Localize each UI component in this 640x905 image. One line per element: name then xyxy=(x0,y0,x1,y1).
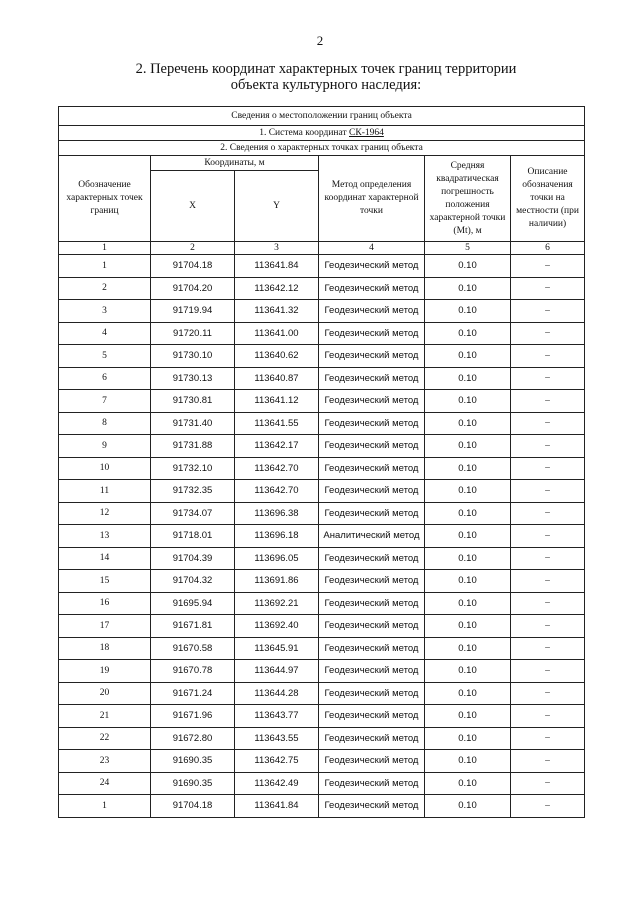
y-coordinate-cell: 113641.32 xyxy=(235,300,319,323)
method-cell: Геодезический метод xyxy=(319,412,425,435)
table-row xyxy=(59,682,585,705)
point-number-cell: 1 xyxy=(59,795,151,818)
title-line-1: 2. Перечень координат характерных точек границ территории xyxy=(135,61,517,77)
error-cell: 0.10 xyxy=(425,682,511,705)
y-coordinate-cell: 113692.21 xyxy=(235,592,319,615)
x-coordinate-cell: 91730.81 xyxy=(151,390,235,413)
point-number-cell: 22 xyxy=(59,727,151,750)
method-cell: Геодезический метод xyxy=(319,772,425,795)
header-y: Y xyxy=(235,171,319,242)
error-cell: 0.10 xyxy=(425,300,511,323)
error-cell: 0.10 xyxy=(425,547,511,570)
point-number-cell: 1 xyxy=(59,255,151,278)
description-cell: – xyxy=(511,457,585,480)
header-point: Обозначение характерных точек границ xyxy=(59,156,151,242)
error-cell: 0.10 xyxy=(425,322,511,345)
method-cell: Геодезический метод xyxy=(319,345,425,368)
point-number-cell: 13 xyxy=(59,525,151,548)
y-coordinate-cell: 113642.75 xyxy=(235,750,319,773)
description-cell: – xyxy=(511,615,585,638)
y-coordinate-cell: 113696.05 xyxy=(235,547,319,570)
point-number-cell: 15 xyxy=(59,570,151,593)
x-coordinate-cell: 91731.40 xyxy=(151,412,235,435)
y-coordinate-cell: 113645.91 xyxy=(235,637,319,660)
error-cell: 0.10 xyxy=(425,390,511,413)
x-coordinate-cell: 91718.01 xyxy=(151,525,235,548)
point-number-cell: 17 xyxy=(59,615,151,638)
title-line-2: объекта культурного наследия: xyxy=(230,77,422,93)
description-cell: – xyxy=(511,255,585,278)
x-coordinate-cell: 91704.39 xyxy=(151,547,235,570)
description-cell: – xyxy=(511,547,585,570)
header-description: Описание обозначения точки на местности (при наличии) xyxy=(511,156,585,242)
x-coordinate-cell: 91734.07 xyxy=(151,502,235,525)
description-cell: – xyxy=(511,570,585,593)
error-cell: 0.10 xyxy=(425,435,511,458)
x-coordinate-cell: 91671.81 xyxy=(151,615,235,638)
error-cell: 0.10 xyxy=(425,502,511,525)
table-row xyxy=(59,592,585,615)
point-number-cell: 24 xyxy=(59,772,151,795)
error-cell: 0.10 xyxy=(425,637,511,660)
header-error: Средняя квадратическая погрешность положения характерной точки (Mt), м xyxy=(425,156,511,242)
table-row xyxy=(59,367,585,390)
y-coordinate-cell: 113692.40 xyxy=(235,615,319,638)
table-row xyxy=(59,727,585,750)
error-cell: 0.10 xyxy=(425,480,511,503)
method-cell: Геодезический метод xyxy=(319,322,425,345)
y-coordinate-cell: 113641.55 xyxy=(235,412,319,435)
coordinates-table xyxy=(58,106,585,818)
method-cell: Геодезический метод xyxy=(319,480,425,503)
section-2-heading: 2. Сведения о характерных точках границ объекта xyxy=(59,141,585,156)
error-cell: 0.10 xyxy=(425,570,511,593)
table-row xyxy=(59,277,585,300)
x-coordinate-cell: 91730.10 xyxy=(151,345,235,368)
point-number-cell: 12 xyxy=(59,502,151,525)
table-row xyxy=(59,300,585,323)
point-number-cell: 7 xyxy=(59,390,151,413)
description-cell: – xyxy=(511,277,585,300)
method-cell: Геодезический метод xyxy=(319,547,425,570)
y-coordinate-cell: 113642.70 xyxy=(235,480,319,503)
description-cell: – xyxy=(511,345,585,368)
error-cell: 0.10 xyxy=(425,412,511,435)
x-coordinate-cell: 91690.35 xyxy=(151,750,235,773)
error-cell: 0.10 xyxy=(425,525,511,548)
method-cell: Геодезический метод xyxy=(319,502,425,525)
x-coordinate-cell: 91704.32 xyxy=(151,570,235,593)
x-coordinate-cell: 91690.35 xyxy=(151,772,235,795)
x-coordinate-cell: 91670.78 xyxy=(151,660,235,683)
point-number-cell: 5 xyxy=(59,345,151,368)
y-coordinate-cell: 113641.84 xyxy=(235,255,319,278)
x-coordinate-cell: 91730.13 xyxy=(151,367,235,390)
point-number-cell: 18 xyxy=(59,637,151,660)
point-number-cell: 21 xyxy=(59,705,151,728)
description-cell: – xyxy=(511,412,585,435)
x-coordinate-cell: 91732.35 xyxy=(151,480,235,503)
y-coordinate-cell: 113640.62 xyxy=(235,345,319,368)
header-coords: Координаты, м xyxy=(151,156,319,171)
y-coordinate-cell: 113641.12 xyxy=(235,390,319,413)
column-number: 2 xyxy=(151,242,235,255)
error-cell: 0.10 xyxy=(425,592,511,615)
method-cell: Геодезический метод xyxy=(319,705,425,728)
error-cell: 0.10 xyxy=(425,457,511,480)
y-coordinate-cell: 113642.70 xyxy=(235,457,319,480)
method-cell: Геодезический метод xyxy=(319,682,425,705)
point-number-cell: 6 xyxy=(59,367,151,390)
table-row xyxy=(59,795,585,818)
column-number: 6 xyxy=(511,242,585,255)
x-coordinate-cell: 91704.18 xyxy=(151,255,235,278)
table-row xyxy=(59,637,585,660)
error-cell: 0.10 xyxy=(425,660,511,683)
table-row xyxy=(59,615,585,638)
x-coordinate-cell: 91731.88 xyxy=(151,435,235,458)
description-cell: – xyxy=(511,480,585,503)
y-coordinate-cell: 113643.77 xyxy=(235,705,319,728)
coordinate-system xyxy=(59,126,585,141)
point-number-cell: 16 xyxy=(59,592,151,615)
column-numbers-row xyxy=(59,242,585,255)
error-cell: 0.10 xyxy=(425,277,511,300)
table-row xyxy=(59,547,585,570)
x-coordinate-cell: 91672.80 xyxy=(151,727,235,750)
column-number: 3 xyxy=(235,242,319,255)
method-cell: Геодезический метод xyxy=(319,637,425,660)
y-coordinate-cell: 113696.18 xyxy=(235,525,319,548)
error-cell: 0.10 xyxy=(425,795,511,818)
point-number-cell: 14 xyxy=(59,547,151,570)
method-cell: Геодезический метод xyxy=(319,300,425,323)
table-row xyxy=(59,660,585,683)
table-row xyxy=(59,750,585,773)
table-row xyxy=(59,570,585,593)
x-coordinate-cell: 91732.10 xyxy=(151,457,235,480)
point-number-cell: 19 xyxy=(59,660,151,683)
method-cell: Геодезический метод xyxy=(319,660,425,683)
point-number-cell: 23 xyxy=(59,750,151,773)
point-number-cell: 3 xyxy=(59,300,151,323)
table-row xyxy=(59,390,585,413)
method-cell: Геодезический метод xyxy=(319,615,425,638)
x-coordinate-cell: 91720.11 xyxy=(151,322,235,345)
description-cell: – xyxy=(511,390,585,413)
table-caption: Сведения о местоположении границ объекта xyxy=(59,107,585,126)
point-number-cell: 9 xyxy=(59,435,151,458)
table-row xyxy=(59,705,585,728)
description-cell: – xyxy=(511,795,585,818)
point-number-cell: 4 xyxy=(59,322,151,345)
error-cell: 0.10 xyxy=(425,772,511,795)
x-coordinate-cell: 91670.58 xyxy=(151,637,235,660)
header-x: X xyxy=(151,171,235,242)
method-cell: Геодезический метод xyxy=(319,570,425,593)
table-row xyxy=(59,525,585,548)
column-number: 5 xyxy=(425,242,511,255)
description-cell: – xyxy=(511,525,585,548)
table-row xyxy=(59,502,585,525)
error-cell: 0.10 xyxy=(425,750,511,773)
description-cell: – xyxy=(511,705,585,728)
method-cell: Геодезический метод xyxy=(319,592,425,615)
column-number: 1 xyxy=(59,242,151,255)
coordinate-system-label: 1. Система координат xyxy=(259,128,350,138)
error-cell: 0.10 xyxy=(425,345,511,368)
table-row xyxy=(59,772,585,795)
description-cell: – xyxy=(511,300,585,323)
y-coordinate-cell: 113641.84 xyxy=(235,795,319,818)
description-cell: – xyxy=(511,435,585,458)
method-cell: Геодезический метод xyxy=(319,277,425,300)
y-coordinate-cell: 113644.97 xyxy=(235,660,319,683)
x-coordinate-cell: 91671.24 xyxy=(151,682,235,705)
point-number-cell: 10 xyxy=(59,457,151,480)
y-coordinate-cell: 113641.00 xyxy=(235,322,319,345)
error-cell: 0.10 xyxy=(425,615,511,638)
y-coordinate-cell: 113696.38 xyxy=(235,502,319,525)
point-number-cell: 20 xyxy=(59,682,151,705)
description-cell: – xyxy=(511,592,585,615)
table-row xyxy=(59,435,585,458)
table-row xyxy=(59,480,585,503)
method-cell: Геодезический метод xyxy=(319,727,425,750)
description-cell: – xyxy=(511,322,585,345)
table-row xyxy=(59,322,585,345)
table-row xyxy=(59,255,585,278)
x-coordinate-cell: 91695.94 xyxy=(151,592,235,615)
y-coordinate-cell: 113642.12 xyxy=(235,277,319,300)
description-cell: – xyxy=(511,682,585,705)
column-number: 4 xyxy=(319,242,425,255)
method-cell: Геодезический метод xyxy=(319,457,425,480)
x-coordinate-cell: 91704.20 xyxy=(151,277,235,300)
y-coordinate-cell: 113642.17 xyxy=(235,435,319,458)
point-number-cell: 8 xyxy=(59,412,151,435)
table-row xyxy=(59,457,585,480)
x-coordinate-cell: 91719.94 xyxy=(151,300,235,323)
method-cell: Геодезический метод xyxy=(319,367,425,390)
error-cell: 0.10 xyxy=(425,727,511,750)
x-coordinate-cell: 91671.96 xyxy=(151,705,235,728)
description-cell: – xyxy=(511,502,585,525)
description-cell: – xyxy=(511,637,585,660)
error-cell: 0.10 xyxy=(425,255,511,278)
method-cell: Геодезический метод xyxy=(319,255,425,278)
table-row xyxy=(59,412,585,435)
error-cell: 0.10 xyxy=(425,367,511,390)
method-cell: Геодезический метод xyxy=(319,390,425,413)
description-cell: – xyxy=(511,772,585,795)
table-row xyxy=(59,345,585,368)
point-number-cell: 2 xyxy=(59,277,151,300)
y-coordinate-cell: 113644.28 xyxy=(235,682,319,705)
y-coordinate-cell: 113642.49 xyxy=(235,772,319,795)
description-cell: – xyxy=(511,727,585,750)
y-coordinate-cell: 113643.55 xyxy=(235,727,319,750)
coordinate-system-name: СК-1964 xyxy=(349,128,384,138)
document-title xyxy=(60,61,592,93)
method-cell: Геодезический метод xyxy=(319,435,425,458)
x-coordinate-cell: 91704.18 xyxy=(151,795,235,818)
method-cell: Геодезический метод xyxy=(319,795,425,818)
error-cell: 0.10 xyxy=(425,705,511,728)
description-cell: – xyxy=(511,367,585,390)
description-cell: – xyxy=(511,750,585,773)
y-coordinate-cell: 113691.86 xyxy=(235,570,319,593)
header-method: Метод определения координат характерной точки xyxy=(319,156,425,242)
method-cell: Геодезический метод xyxy=(319,750,425,773)
point-number-cell: 11 xyxy=(59,480,151,503)
page-number: 2 xyxy=(316,33,324,48)
y-coordinate-cell: 113640.87 xyxy=(235,367,319,390)
description-cell: – xyxy=(511,660,585,683)
method-cell: Аналитический метод xyxy=(319,525,425,548)
